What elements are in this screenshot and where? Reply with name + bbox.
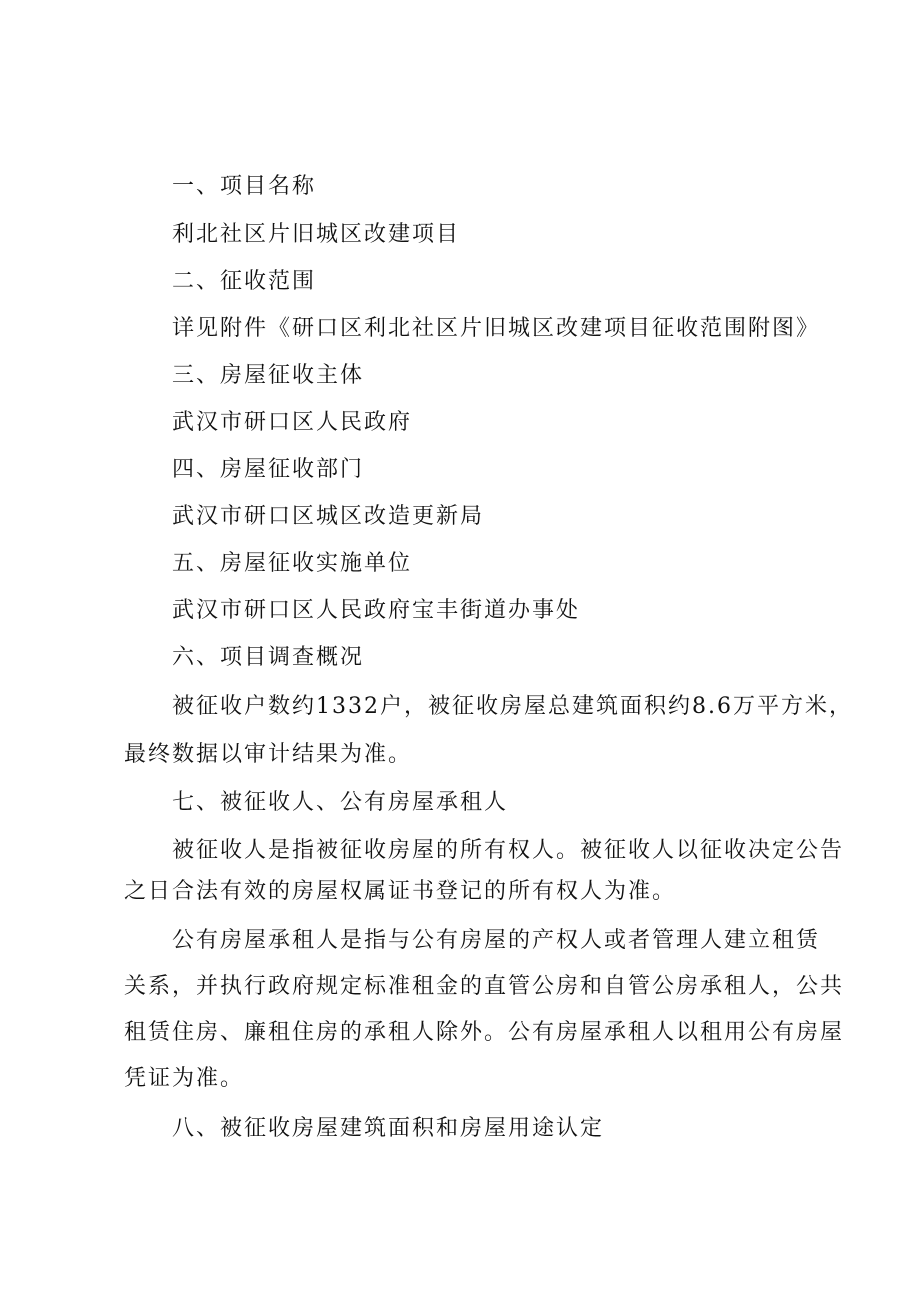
section-body-5: 武汉市研口区人民政府宝丰街道办事处 bbox=[172, 598, 581, 623]
section-heading-3: 三、房屋征收主体 bbox=[172, 363, 365, 388]
section-heading-5: 五、房屋征收实施单位 bbox=[172, 551, 413, 576]
section-body-1: 利北社区片旧城区改建项目 bbox=[172, 222, 461, 247]
paragraph-line: 之日合法有效的房屋权属证书登记的所有权人为准。 bbox=[124, 879, 677, 904]
paragraph-line: 被征收人是指被征收房屋的所有权人。被征收人以征收决定公告 bbox=[172, 838, 845, 863]
section-body-2: 详见附件《研口区利北社区片旧城区改建项目征收范围附图》 bbox=[172, 316, 821, 341]
section-heading-7: 七、被征收人、公有房屋承租人 bbox=[172, 790, 509, 815]
section-heading-8: 八、被征收房屋建筑面积和房屋用途认定 bbox=[172, 1116, 605, 1141]
paragraph-line: 被征收户数约1332户，被征收房屋总建筑面积约8.6万平方米， bbox=[172, 694, 853, 719]
section-heading-6: 六、项目调查概况 bbox=[172, 645, 365, 670]
section-heading-1: 一、项目名称 bbox=[172, 174, 317, 199]
section-body-3: 武汉市研口区人民政府 bbox=[172, 410, 413, 435]
paragraph-line: 租赁住房、廉租住房的承租人除外。公有房屋承租人以租用公有房屋 bbox=[124, 1020, 845, 1045]
paragraph-line: 最终数据以审计结果为准。 bbox=[124, 742, 413, 767]
paragraph-line: 公有房屋承租人是指与公有房屋的产权人或者管理人建立租赁 bbox=[172, 928, 821, 953]
section-heading-2: 二、征收范围 bbox=[172, 269, 317, 294]
section-body-4: 武汉市研口区城区改造更新局 bbox=[172, 504, 485, 529]
paragraph-line: 凭证为准。 bbox=[124, 1066, 245, 1091]
paragraph-line: 关系，并执行政府规定标准租金的直管公房和自管公房承租人，公共 bbox=[124, 974, 845, 999]
section-heading-4: 四、房屋征收部门 bbox=[172, 457, 365, 482]
